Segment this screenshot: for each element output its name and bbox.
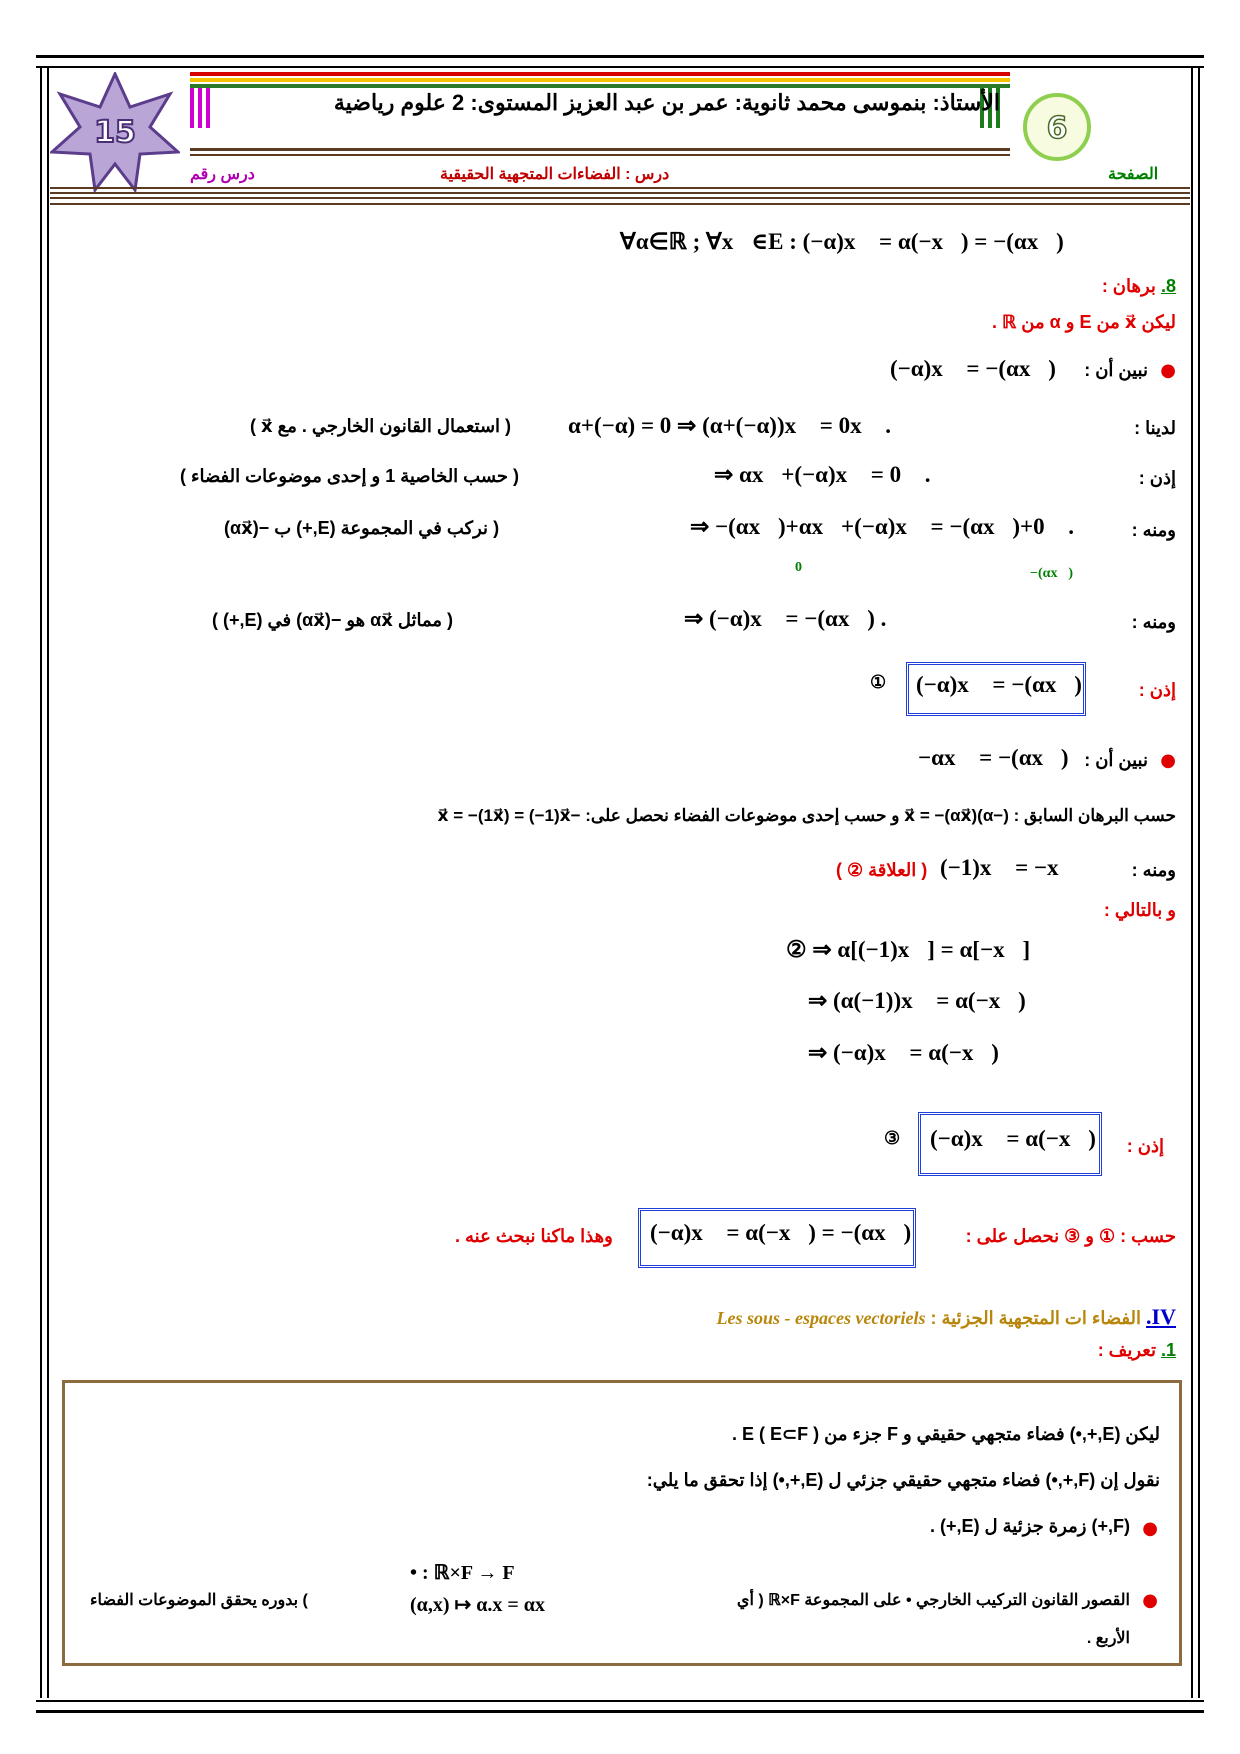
then3-label: إذن : bbox=[1126, 1136, 1164, 1156]
show1-label: نبين أن : bbox=[1084, 360, 1148, 380]
page-number-value: 6 bbox=[1046, 111, 1068, 146]
bullet-4: ● bbox=[1142, 1590, 1158, 1611]
star-badge bbox=[50, 72, 180, 192]
page-frame-left bbox=[40, 66, 49, 1698]
hence1-underbrace-2: −(αx⃗) bbox=[1030, 566, 1074, 581]
hence2-note: ( مماثل αx⃗ هو −(αx⃗) في (E,+) ) bbox=[212, 610, 453, 630]
let-line: ليكن x⃗ من E و α من ℝ . bbox=[992, 312, 1176, 332]
hence3-note: ( العلاقة ② ) bbox=[836, 860, 928, 880]
chain-step-3: ⇒ (−α)x⃗ = α(−x⃗) bbox=[808, 1040, 999, 1065]
result3-mark: ③ bbox=[884, 1128, 901, 1148]
then1-label: إذن : bbox=[1138, 468, 1176, 488]
chain-step-2: ⇒ (α(−1))x⃗ = α(−x⃗) bbox=[808, 988, 1026, 1013]
separator-2 bbox=[50, 192, 1190, 194]
result3-formula: (−α)x⃗ = α(−x⃗) bbox=[930, 1126, 1096, 1151]
page-label: الصفحة bbox=[1108, 166, 1159, 183]
page-frame-bottom bbox=[36, 1700, 1204, 1713]
hence1-underbrace-1: 0⃗ bbox=[795, 560, 813, 575]
hence3-formula: (−1)x⃗ = −x⃗ bbox=[940, 855, 1077, 880]
section-4-heading bbox=[717, 1304, 1176, 1330]
definition-map-1: • : ℝ×F → F bbox=[410, 1562, 515, 1584]
section-4-number: IV. bbox=[1146, 1304, 1176, 1329]
proof-heading bbox=[1102, 276, 1176, 297]
section-4-title-fr: Les sous - espaces vectoriels bbox=[716, 1308, 926, 1328]
according-label: حسب : ① و ③ نحصل على : bbox=[965, 1226, 1176, 1246]
header-bars-left bbox=[190, 88, 214, 132]
chain-step-1: ② ⇒ α[(−1)x⃗] = α[−x⃗] bbox=[786, 937, 1031, 962]
header-rule-2 bbox=[190, 154, 1010, 156]
consequently-label: و بالتالي : bbox=[1103, 900, 1176, 920]
show2-label: نبين أن : bbox=[1084, 750, 1148, 770]
section-4-title-ar: الفضاء ات المتجهية الجزئية : bbox=[930, 1308, 1142, 1328]
result1-mark: ① bbox=[870, 672, 887, 692]
header-stripes bbox=[190, 72, 1010, 90]
show1-formula: (−α)x⃗ = −(αx⃗) bbox=[890, 356, 1056, 381]
definition-number: 1. bbox=[1160, 1340, 1176, 1360]
have-formula: α+(−α) = 0 ⇒ (α+(−α))x⃗ = 0x⃗ . bbox=[568, 413, 891, 438]
then1-formula: ⇒ αx⃗+(−α)x⃗ = 0⃗ . bbox=[714, 462, 931, 487]
definition-line-1: ليكن (E,+,•) فضاء متجهي حقيقي و F جزء من E ( E⊂F ) . bbox=[732, 1424, 1160, 1444]
proof-title: برهان : bbox=[1101, 276, 1156, 296]
separator-4 bbox=[50, 203, 1190, 205]
definition-item-2b: ) بدوره يحقق الموضوعات الفضاء bbox=[90, 1592, 308, 1609]
result1-formula: (−α)x⃗ = −(αx⃗) bbox=[916, 672, 1082, 697]
header-rule bbox=[190, 148, 1010, 151]
previous-proof-line: حسب البرهان السابق : (−α)x⃗ = −(αx⃗) و حسب إحدى موضوعات الفضاء نحصل على: −x⃗ = −(1x⃗) = (−1)x⃗ bbox=[437, 806, 1176, 825]
definition-heading bbox=[1098, 1340, 1176, 1361]
definition-item-1: (F,+) زمرة جزئية ل (E,+) . bbox=[930, 1516, 1130, 1536]
hence3-label: ومنه : bbox=[1131, 860, 1176, 880]
bullet-3: ● bbox=[1142, 1518, 1158, 1539]
definition-title: تعريف : bbox=[1097, 1340, 1156, 1360]
hence1-label: ومنه : bbox=[1131, 520, 1176, 540]
property-formula: ∀α∈ℝ ; ∀x⃗∈E : (−α)x⃗ = α(−x⃗) = −(αx⃗) bbox=[620, 229, 1064, 254]
definition-item-2c: الأربع . bbox=[1086, 1630, 1130, 1647]
hence1-note: ( نركب في المجموعة (E,+) ب −(αx⃗) bbox=[224, 518, 500, 538]
separator-3 bbox=[50, 197, 1190, 199]
bullet-2: ● bbox=[1160, 750, 1176, 771]
lesson-number-label: درس رقم bbox=[190, 166, 255, 183]
header-title: الأستاذ: بنموسى محمد ثانوية: عمر بن عبد العزيز المستوى: 2 علوم رياضية bbox=[333, 90, 1000, 115]
bullet-1: ● bbox=[1160, 360, 1176, 381]
page-frame-top bbox=[36, 55, 1204, 68]
have-label: لدينا : bbox=[1134, 418, 1176, 438]
definition-line-2: نقول إن (F,+,•) فضاء متجهي حقيقي جزئي ل (E,+,•) إذا تحقق ما يلي: bbox=[646, 1470, 1160, 1490]
hence1-formula: ⇒ −(αx⃗)+αx⃗+(−α)x⃗ = −(αx⃗)+0⃗ . bbox=[690, 514, 1075, 539]
separator-1 bbox=[50, 187, 1190, 189]
star-badge-number: 15 bbox=[94, 115, 136, 150]
proof-number: 8. bbox=[1160, 276, 1176, 296]
hence2-formula: ⇒ (−α)x⃗ = −(αx⃗) . bbox=[684, 606, 887, 631]
final-note: وهذا ماكنا نبحث عنه . bbox=[455, 1226, 613, 1246]
definition-map-2: (α,x) ↦ α.x = αx bbox=[410, 1594, 545, 1616]
page-number-badge bbox=[1022, 92, 1092, 162]
lesson-title: درس : الفضاءات المتجهية الحقيقية bbox=[440, 166, 670, 183]
then1-note: ( حسب الخاصية 1 و إحدى موضوعات الفضاء ) bbox=[180, 466, 520, 486]
then2-label: إذن : bbox=[1138, 680, 1176, 700]
hence2-label: ومنه : bbox=[1131, 612, 1176, 632]
final-formula: (−α)x⃗ = α(−x⃗) = −(αx⃗) bbox=[650, 1220, 912, 1245]
have-note: ( استعمال القانون الخارجي . مع x⃗ ) bbox=[250, 416, 512, 436]
page-frame-right bbox=[1191, 66, 1200, 1698]
definition-item-2a: القصور القانون التركيب الخارجي • على المجموعة ℝ×F ( أي bbox=[736, 1592, 1130, 1609]
show2-formula: −αx⃗ = −(αx⃗) bbox=[918, 745, 1069, 770]
